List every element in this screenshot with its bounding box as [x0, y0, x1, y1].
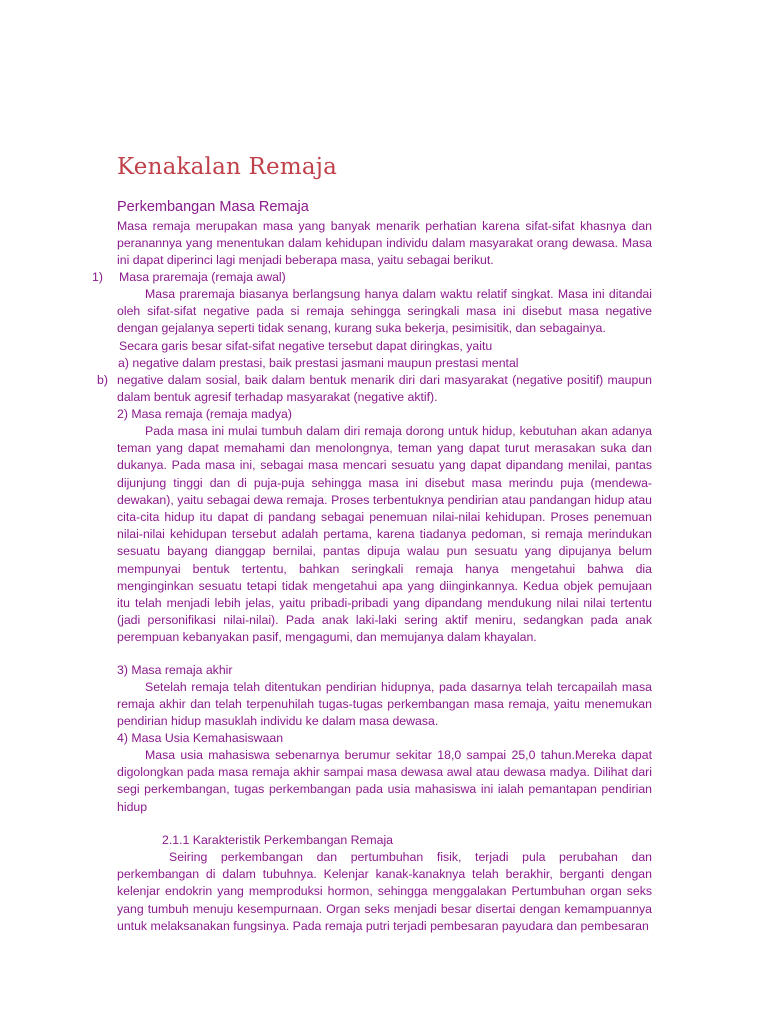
intro-paragraph: Masa remaja merupakan masa yang banyak menarik perhatian karena sifat-sifat khasnya dan peranannya yang menentukan dalam kehidupan individu dalam masyarakat orang dewasa. Masa ini dapat diperinci lagi menjadi beberapa masa, yaitu sebagai berikut. [117, 219, 652, 268]
item1-marker: 1) [92, 270, 103, 284]
document-title: Kenakalan Remaja [117, 154, 338, 180]
item3-paragraph: Setelah remaja telah ditentukan pendirian hidupnya, pada dasarnya telah tercapailah masa remaja akhir dan telah terpenuhilah tugas-tugas perkembangan masa remaja, yaitu menemukan pendirian hidup masuklah individu ke dalam masa dewasa. [117, 680, 652, 729]
sub-item-b-text: negative dalam sosial, baik dalam bentuk menarik diri dari masyarakat (negative positif) maupun dalam bentuk agresif terhadap masyarakat (negative aktif). [117, 373, 652, 405]
item1-paragraph: Masa praremaja biasanya berlangsung hanya dalam waktu relatif singkat. Masa ini ditandai oleh sifat-sifat negative pada si remaja sehingga seringkali masa ini disebut masa negative dengan gejalanya seperti tidak senang, kurang suka bekerja, pesimisitik, dan sebagainya. [117, 287, 652, 336]
subsection-paragraph: Seiring perkembangan dan pertumbuhan fisik, terjadi pula perubahan dan perkembangan di dalam tubuhnya. Kelenjar kanak-kanaknya telah berakhir, berganti dengan kelenjar endokrin yang memproduksi hormon, sehingga menggalakan Pertumbuhan organ seks yang tumbuh menuju kesempurnaan. Organ seks menjadi besar disertai dengan kemampuannya untuk melaksanakan fungsinya. Pada remaja putri terjadi pembesaran payudara dan pembesaran [117, 850, 652, 933]
item1-heading: Masa praremaja (remaja awal) [119, 270, 286, 284]
item4-paragraph: Masa usia mahasiswa sebenarnya berumur sekitar 18,0 sampai 25,0 tahun.Mereka dapat digolongkan pada masa remaja akhir sampai masa dewasa awal atau dewasa madya. Dilihat dari segi perkembangan, tugas perkembangan pada usia mahasiswa ini ialah pemantapan pendirian hidup [117, 748, 652, 814]
sub-item-a: a) negative dalam prestasi, baik prestasi jasmani maupun prestasi mental [118, 356, 519, 370]
item3-heading: 3) Masa remaja akhir [117, 663, 233, 677]
item1-summary: Secara garis besar sifat-sifat negative tersebut dapat diringkas, yaitu [119, 339, 493, 353]
section-subtitle: Perkembangan Masa Remaja [117, 199, 309, 215]
sub-item-b-marker: b) [97, 373, 108, 387]
item4-heading: 4) Masa Usia Kemahasiswaan [117, 731, 284, 745]
item2-heading: 2) Masa remaja (remaja madya) [117, 407, 292, 421]
subsection-heading: 2.1.1 Karakteristik Perkembangan Remaja [162, 833, 394, 847]
item2-paragraph: Pada masa ini mulai tumbuh dalam diri remaja dorong untuk hidup, kebutuhan akan adanya teman yang dapat memahami dan menolongnya, teman yang dapat turut merasakan suka dan dukanya. Pada masa ini, sebagai masa mencari sesuatu yang dapat dipandang menilai, pantas dijunjung tinggi dan di puja-puja sehingga masa ini disebut masa merindu puja (mendewa-dewakan), yaitu sebagai dewa remaja. Proses terbentuknya pendirian atau pandangan hidup atau cita-cita hidup itu dapat di pandang sebagai penemuan nilai-nilai kehidupan. Proses penemuan nilai-nilai kehidupan tersebut adalah pertama, karena tiadanya pedoman, si remaja merindukan sesuatu bayang dianggap bernilai, pantas dipuja walau pun sesuatu yang dipujanya belum mempunyai bentuk tertentu, bahkan seringkali remaja hanya mengetahui bahwa dia menginginkan sesuatu tetapi tidak mengetahui apa yang diinginkannya. Kedua objek pemujaan itu telah menjadi lebih jelas, yaitu pribadi-pribadi yang dipandang mendukung nilai nilai tertentu (jadi personifikasi nilai-nilai). Pada anak laki-laki sering aktif meniru, sedangkan pada anak perempuan kebanyakan pasif, mengagumi, dan memujanya dalam khayalan. [117, 424, 652, 645]
